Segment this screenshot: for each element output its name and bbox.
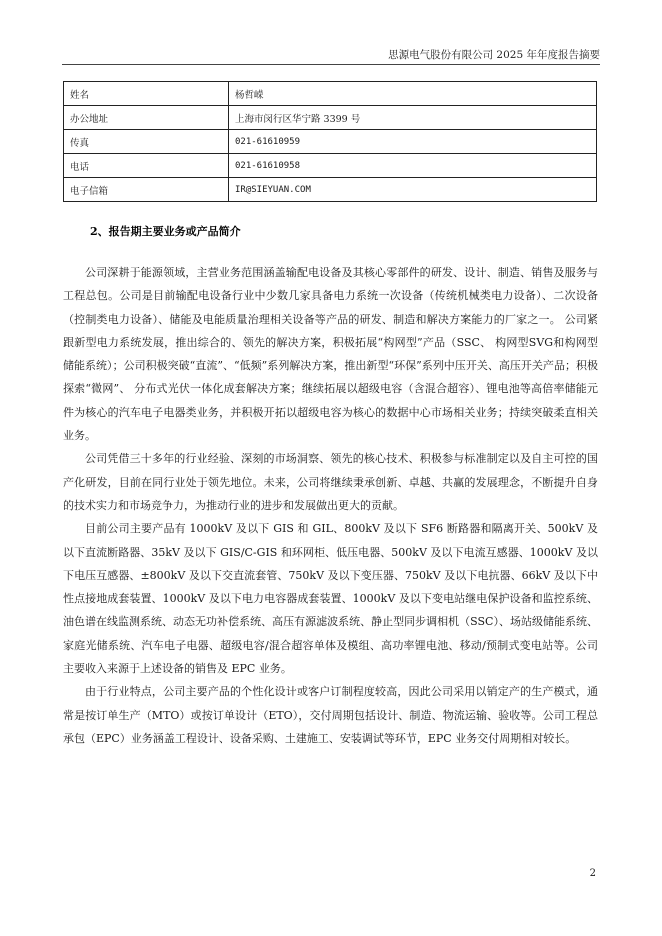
row-value: 021-61610958 <box>229 154 597 178</box>
table-row <box>64 154 597 178</box>
table-row <box>64 178 597 202</box>
row-value: 上海市闵行区华宁路 3399 号 <box>229 106 597 130</box>
row-label: 姓名 <box>64 82 229 106</box>
row-value: 021-61610959 <box>229 130 597 154</box>
paragraph: 由于行业特点，公司主要产品的个性化设计或客户订制程度较高，因此公司采用以销定产的生产模式，通常是按订单生产（MTO）或按订单设计（ETO），交付周期包括设计、制造、物流运输、验收等。公司工程总承包（EPC）业务涵盖工程设计、设备采购、土建施工、安装调试等环节，EPC 业务交付周期相对较长。 <box>63 685 598 745</box>
body-text <box>63 261 598 750</box>
paragraph: 目前公司主要产品有 1000kV 及以下 GIS 和 GIL、800kV 及以下 SF6 断路器和隔离开关、500kV 及以下直流断路器、35kV 及以下 GIS/C-GIS 和环网柜、低压电器、500kV 及以下电流互感器、1000kV 及以下电压互感器、±800kV 及以下交直流套管、750kV 及以下变压器、750kV 及以下电抗器、66kV 及以下中性点接地成套装置、1000kV 及以下电力电容器成套装置、1000kV 及以下变电站继电保护设备和监控系统、油色谱在线监测系统、动态无功补偿系统、高压有源滤波系统、静止型同步调相机（SSC）、场站级储能系统、家庭光储系统、汽车电子电器、超级电容/混合超容单体及模组、高功率锂电池、移动/预制式变电站等。公司主要收入来源于上述设备的销售及 EPC 业务。 <box>63 522 598 676</box>
page-number: 2 <box>589 868 596 879</box>
table-row <box>64 106 597 130</box>
row-value: 杨哲嵘 <box>229 82 597 106</box>
paragraph: 公司深耕于能源领域，主营业务范围涵盖输配电设备及其核心零部件的研发、设计、制造、销售及服务与工程总包。公司是目前输配电设备行业中少数几家具备电力系统一次设备（传统机械类电力设备）、二次设备（控制类电力设备）、储能及电能质量治理相关设备等产品的研发、制造和解决方案能力的厂家之一。 公司紧跟新型电力系统发展，推出综合的、领先的解决方案，积极拓展“构网型”产品（SSC、 构网型SVG和构网型储能系统）；公司积极突破“直流”、“低频”系列解决方案，推出新型“环保”系列中压开关、高压开关产品；积极探索“微网”、 分布式光伏一体化成套解决方案；继续拓展以超级电容（含混合超容）、锂电池等高倍率储能元件为核心的汽车电子电器类业务，并积极开拓以超级电容为核心的数据中心市场相关业务；持续突破柔直相关业务。 <box>63 266 598 443</box>
table-row <box>64 130 597 154</box>
contact-info-table <box>63 81 597 202</box>
page-header <box>62 46 600 65</box>
section-heading: 2、报告期主要业务或产品简介 <box>90 225 241 238</box>
row-label: 传真 <box>64 130 229 154</box>
row-label: 电话 <box>64 154 229 178</box>
table-row <box>64 82 597 106</box>
row-label: 办公地址 <box>64 106 229 130</box>
row-label: 电子信箱 <box>64 178 229 202</box>
report-title: 思源电气股份有限公司 2025 年年度报告摘要 <box>388 49 600 61</box>
row-value: IR@SIEYUAN.COM <box>229 178 597 202</box>
paragraph: 公司凭借三十多年的行业经验、深刻的市场洞察、领先的核心技术、积极参与标准制定以及自主可控的国产化研发，目前在同行业处于领先地位。未来，公司将继续秉承创新、卓越、共赢的发展理念，不断提升自身的技术实力和市场竞争力，为推动行业的进步和发展做出更大的贡献。 <box>63 452 598 512</box>
